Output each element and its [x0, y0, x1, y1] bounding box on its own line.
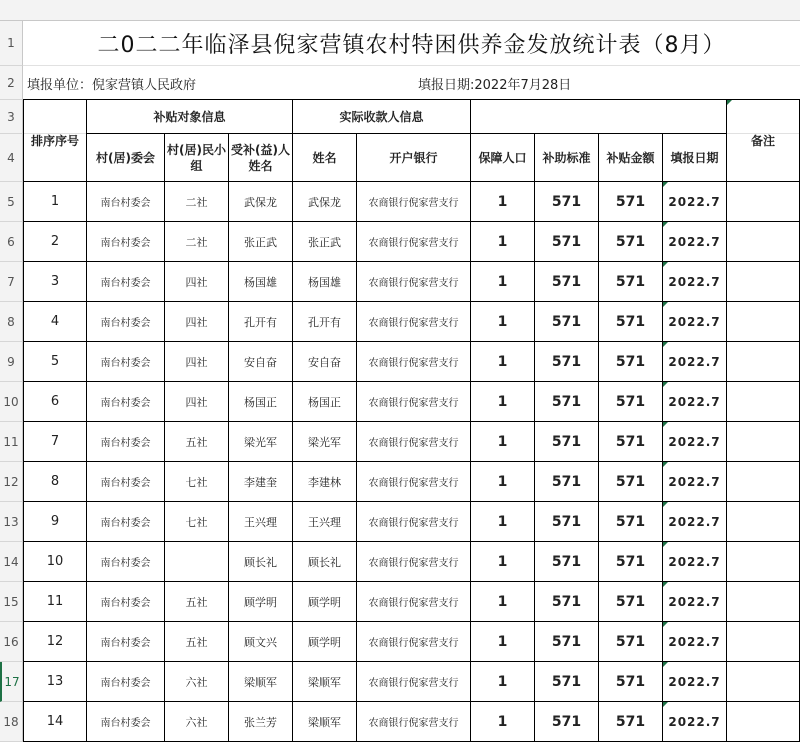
row-header-14[interactable]: 14: [0, 542, 23, 582]
cell-remark[interactable]: [727, 302, 800, 342]
cell-group[interactable]: 七社: [165, 502, 229, 542]
cell-date[interactable]: 2022.7: [663, 462, 727, 502]
row-header-4[interactable]: 4: [0, 134, 23, 182]
cell-remark[interactable]: [727, 622, 800, 662]
row-header-5[interactable]: 5: [0, 182, 23, 222]
cell-amount[interactable]: 571: [599, 262, 663, 302]
cell-name[interactable]: 王兴理: [293, 502, 357, 542]
cell-date[interactable]: 2022.7: [663, 182, 727, 222]
cell-amount[interactable]: 571: [599, 422, 663, 462]
cell-amount[interactable]: 571: [599, 582, 663, 622]
header-group[interactable]: 村(居)民小组: [165, 134, 229, 182]
cell-amount[interactable]: 571: [599, 702, 663, 742]
cell-pop[interactable]: 1: [471, 302, 535, 342]
cell-amount[interactable]: 571: [599, 462, 663, 502]
cell-bank[interactable]: 农商银行倪家营支行: [357, 262, 471, 302]
cell-village[interactable]: 南台村委会: [87, 622, 165, 662]
cell-pop[interactable]: 1: [471, 582, 535, 622]
cell-group[interactable]: 二社: [165, 182, 229, 222]
cell-amount[interactable]: 571: [599, 342, 663, 382]
cell-recipient[interactable]: 杨国正: [229, 382, 293, 422]
cell-village[interactable]: 南台村委会: [87, 262, 165, 302]
cell-group[interactable]: 六社: [165, 662, 229, 702]
cell-standard[interactable]: 571: [535, 342, 599, 382]
header-recipient[interactable]: 受补(益)人姓名: [229, 134, 293, 182]
cell-recipient[interactable]: 武保龙: [229, 182, 293, 222]
cell-recipient[interactable]: 顾文兴: [229, 622, 293, 662]
cell-amount[interactable]: 571: [599, 622, 663, 662]
cell-date[interactable]: 2022.7: [663, 542, 727, 582]
cell-standard[interactable]: 571: [535, 542, 599, 582]
cell-name[interactable]: 李建林: [293, 462, 357, 502]
cell-recipient[interactable]: 梁顺军: [229, 662, 293, 702]
row-header-17[interactable]: 17: [0, 662, 23, 702]
row-header-2[interactable]: 2: [0, 66, 23, 100]
cell-standard[interactable]: 571: [535, 222, 599, 262]
cell-amount[interactable]: 571: [599, 182, 663, 222]
cell-name[interactable]: 孔开有: [293, 302, 357, 342]
cell-village[interactable]: 南台村委会: [87, 462, 165, 502]
cell-name[interactable]: 顾长礼: [293, 542, 357, 582]
cell-group[interactable]: 五社: [165, 582, 229, 622]
cell-bank[interactable]: 农商银行倪家营支行: [357, 502, 471, 542]
cell-date[interactable]: 2022.7: [663, 382, 727, 422]
cell-seq[interactable]: 14: [23, 702, 87, 742]
row-header-18[interactable]: 18: [0, 702, 23, 742]
cell-seq[interactable]: 13: [23, 662, 87, 702]
cell-seq[interactable]: 10: [23, 542, 87, 582]
cell-bank[interactable]: 农商银行倪家营支行: [357, 182, 471, 222]
row-header-8[interactable]: 8: [0, 302, 23, 342]
header-payee-group[interactable]: 实际收款人信息: [293, 100, 471, 134]
cell-standard[interactable]: 571: [535, 502, 599, 542]
row-header-12[interactable]: 12: [0, 462, 23, 502]
cell-bank[interactable]: 农商银行倪家营支行: [357, 382, 471, 422]
cell-amount[interactable]: 571: [599, 662, 663, 702]
fill-unit[interactable]: 填报单位：倪家营镇人民政府: [27, 77, 197, 93]
cell-group[interactable]: 四社: [165, 262, 229, 302]
cell-standard[interactable]: 571: [535, 702, 599, 742]
cell-recipient[interactable]: 安自奋: [229, 342, 293, 382]
cell-bank[interactable]: 农商银行倪家营支行: [357, 462, 471, 502]
cell-bank[interactable]: 农商银行倪家营支行: [357, 622, 471, 662]
cell-group[interactable]: 四社: [165, 302, 229, 342]
cell-standard[interactable]: 571: [535, 262, 599, 302]
cell-pop[interactable]: 1: [471, 622, 535, 662]
cell-pop[interactable]: 1: [471, 462, 535, 502]
cell-pop[interactable]: 1: [471, 342, 535, 382]
cell-group[interactable]: 六社: [165, 702, 229, 742]
cell-name[interactable]: 安自奋: [293, 342, 357, 382]
cell-recipient[interactable]: 张正武: [229, 222, 293, 262]
header-date[interactable]: 填报日期: [663, 134, 727, 182]
cell-village[interactable]: 南台村委会: [87, 342, 165, 382]
header-subsidy-group[interactable]: 补贴对象信息: [87, 100, 293, 134]
cell-seq[interactable]: 9: [23, 502, 87, 542]
cell-comment-marker: [727, 100, 732, 105]
cell-standard[interactable]: 571: [535, 302, 599, 342]
row-header-6[interactable]: 6: [0, 222, 23, 262]
cell-name[interactable]: 梁光军: [293, 422, 357, 462]
cell-seq[interactable]: 2: [23, 222, 87, 262]
cell-date[interactable]: 2022.7: [663, 662, 727, 702]
row-header-15[interactable]: 15: [0, 582, 23, 622]
cell-remark[interactable]: [727, 222, 800, 262]
cell-seq[interactable]: 4: [23, 302, 87, 342]
header-bank[interactable]: 开户银行: [357, 134, 471, 182]
cell-bank[interactable]: 农商银行倪家营支行: [357, 582, 471, 622]
cell-seq[interactable]: 1: [23, 182, 87, 222]
cell-standard[interactable]: 571: [535, 422, 599, 462]
cell-seq[interactable]: 6: [23, 382, 87, 422]
cell-pop[interactable]: 1: [471, 382, 535, 422]
cell-standard[interactable]: 571: [535, 582, 599, 622]
cell-recipient[interactable]: 孔开有: [229, 302, 293, 342]
cell-date[interactable]: 2022.7: [663, 422, 727, 462]
cell-seq[interactable]: 12: [23, 622, 87, 662]
cell-group[interactable]: 五社: [165, 622, 229, 662]
cell-seq[interactable]: 8: [23, 462, 87, 502]
cell-pop[interactable]: 1: [471, 422, 535, 462]
cell-recipient[interactable]: 顾长礼: [229, 542, 293, 582]
cell-recipient[interactable]: 张兰芳: [229, 702, 293, 742]
cell-village[interactable]: 南台村委会: [87, 542, 165, 582]
cell-group[interactable]: 四社: [165, 382, 229, 422]
cell-amount[interactable]: 571: [599, 502, 663, 542]
row-header-1[interactable]: 1: [0, 20, 23, 66]
cell-date[interactable]: 2022.7: [663, 622, 727, 662]
cell-date[interactable]: 2022.7: [663, 342, 727, 382]
cell-recipient[interactable]: 王兴理: [229, 502, 293, 542]
cell-village[interactable]: 南台村委会: [87, 422, 165, 462]
cell-bank[interactable]: 农商银行倪家营支行: [357, 222, 471, 262]
cell-amount[interactable]: 571: [599, 302, 663, 342]
cell-bank[interactable]: 农商银行倪家营支行: [357, 542, 471, 582]
cell-remark[interactable]: [727, 542, 800, 582]
cell-recipient[interactable]: 顾学明: [229, 582, 293, 622]
cell-name[interactable]: 梁顺军: [293, 702, 357, 742]
cell-pop[interactable]: 1: [471, 662, 535, 702]
cell-amount[interactable]: 571: [599, 382, 663, 422]
cell-amount[interactable]: 571: [599, 542, 663, 582]
header-seq[interactable]: 排序序号: [23, 100, 87, 182]
cell-name[interactable]: 杨国雄: [293, 262, 357, 302]
cell-group[interactable]: 二社: [165, 222, 229, 262]
row-header-16[interactable]: 16: [0, 622, 23, 662]
row-header-7[interactable]: 7: [0, 262, 23, 302]
cell-bank[interactable]: 农商银行倪家营支行: [357, 662, 471, 702]
cell-seq[interactable]: 11: [23, 582, 87, 622]
cell-name[interactable]: 顾学明: [293, 622, 357, 662]
cell-remark[interactable]: [727, 382, 800, 422]
fill-date[interactable]: 填报日期:2022年7月28日: [418, 77, 572, 93]
cell-date[interactable]: 2022.7: [663, 502, 727, 542]
header-amount[interactable]: 补贴金额: [599, 134, 663, 182]
cell-name[interactable]: 杨国正: [293, 382, 357, 422]
cell-standard[interactable]: 571: [535, 182, 599, 222]
header-pop[interactable]: 保障人口: [471, 134, 535, 182]
cell-remark[interactable]: [727, 462, 800, 502]
cell-amount[interactable]: 571: [599, 222, 663, 262]
cell-remark[interactable]: [727, 702, 800, 742]
cell-village[interactable]: 南台村委会: [87, 702, 165, 742]
row-header-9[interactable]: 9: [0, 342, 23, 382]
cell-date[interactable]: 2022.7: [663, 582, 727, 622]
cell-date[interactable]: 2022.7: [663, 222, 727, 262]
cell-village[interactable]: 南台村委会: [87, 182, 165, 222]
cell-bank[interactable]: 农商银行倪家营支行: [357, 702, 471, 742]
cell-group[interactable]: 七社: [165, 462, 229, 502]
sheet-title[interactable]: 二0二二年临泽县倪家营镇农村特困供养金发放统计表（8月）: [97, 32, 726, 58]
cell-pop[interactable]: 1: [471, 502, 535, 542]
cell-village[interactable]: 南台村委会: [87, 302, 165, 342]
header-name[interactable]: 姓名: [293, 134, 357, 182]
cell-pop[interactable]: 1: [471, 702, 535, 742]
cell-bank[interactable]: 农商银行倪家营支行: [357, 342, 471, 382]
header-standard[interactable]: 补助标准: [535, 134, 599, 182]
cell-remark[interactable]: [727, 342, 800, 382]
cell-group[interactable]: 四社: [165, 342, 229, 382]
cell-date[interactable]: 2022.7: [663, 262, 727, 302]
cell-seq[interactable]: 7: [23, 422, 87, 462]
cell-date[interactable]: 2022.7: [663, 302, 727, 342]
cell-date[interactable]: 2022.7: [663, 702, 727, 742]
column-header-bar: [0, 0, 800, 21]
cell-village[interactable]: 南台村委会: [87, 662, 165, 702]
cell-village[interactable]: 南台村委会: [87, 222, 165, 262]
cell-bank[interactable]: 农商银行倪家营支行: [357, 302, 471, 342]
row-header-3[interactable]: 3: [0, 100, 23, 134]
row-header-13[interactable]: 13: [0, 502, 23, 542]
cell-standard[interactable]: 571: [535, 462, 599, 502]
cell-pop[interactable]: 1: [471, 222, 535, 262]
header-blank-g3[interactable]: [471, 100, 727, 134]
cell-standard[interactable]: 571: [535, 382, 599, 422]
cell-name[interactable]: 张正武: [293, 222, 357, 262]
cell-name[interactable]: 梁顺军: [293, 662, 357, 702]
cell-village[interactable]: 南台村委会: [87, 582, 165, 622]
cell-recipient[interactable]: 李建奎: [229, 462, 293, 502]
cell-bank[interactable]: 农商银行倪家营支行: [357, 422, 471, 462]
header-remark[interactable]: 备注: [727, 100, 800, 182]
cell-remark[interactable]: [727, 582, 800, 622]
cell-standard[interactable]: 571: [535, 662, 599, 702]
cell-pop[interactable]: 1: [471, 182, 535, 222]
cell-group[interactable]: [165, 542, 229, 582]
cell-pop[interactable]: 1: [471, 262, 535, 302]
cell-pop[interactable]: 1: [471, 542, 535, 582]
cell-group[interactable]: 五社: [165, 422, 229, 462]
cell-remark[interactable]: [727, 662, 800, 702]
cell-recipient[interactable]: 杨国雄: [229, 262, 293, 302]
header-village[interactable]: 村(居)委会: [87, 134, 165, 182]
cell-village[interactable]: 南台村委会: [87, 382, 165, 422]
cell-name[interactable]: 武保龙: [293, 182, 357, 222]
cell-name[interactable]: 顾学明: [293, 582, 357, 622]
cell-remark[interactable]: [727, 422, 800, 462]
cell-seq[interactable]: 5: [23, 342, 87, 382]
cell-village[interactable]: 南台村委会: [87, 502, 165, 542]
row-header-10[interactable]: 10: [0, 382, 23, 422]
cell-recipient[interactable]: 梁光军: [229, 422, 293, 462]
table-top-border: [23, 99, 800, 100]
cell-seq[interactable]: 3: [23, 262, 87, 302]
row-header-11[interactable]: 11: [0, 422, 23, 462]
cell-remark[interactable]: [727, 182, 800, 222]
cell-remark[interactable]: [727, 502, 800, 542]
cell-remark[interactable]: [727, 262, 800, 302]
cell-standard[interactable]: 571: [535, 622, 599, 662]
